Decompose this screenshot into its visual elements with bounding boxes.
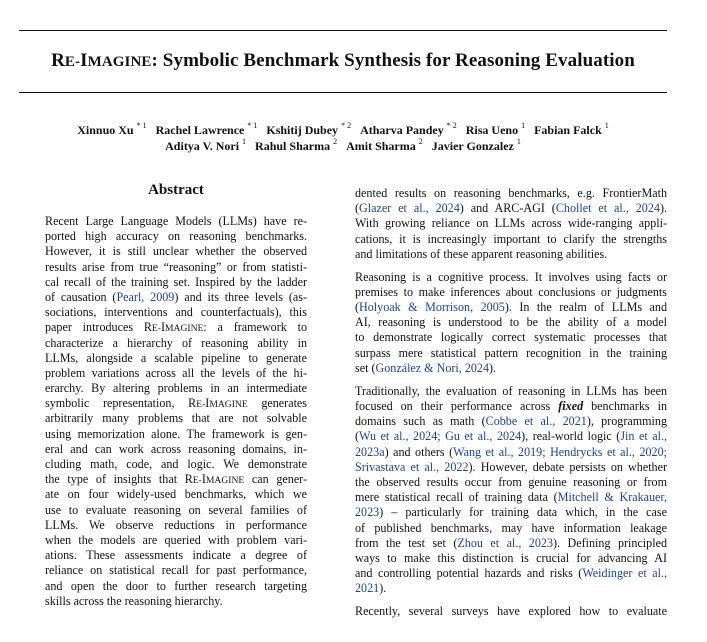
- citation-link[interactable]: 2023: [355, 505, 380, 520]
- paper-title: RE-IMAGINE: Symbolic Benchmark Synthesis for Reasoning Evaluation: [51, 50, 635, 71]
- abstract-line: symbolic representation, RE-IMAGINE generates: [45, 396, 307, 411]
- citation-link[interactable]: Srivastava et al., 2022: [355, 459, 469, 474]
- author: Atharva Pandey $^{* 2}$: [360, 121, 457, 137]
- abstract-line: However, it is still unclear whether the observed: [45, 244, 307, 259]
- citation-link[interactable]: Wu et al., 2024; Gu et al., 2024: [359, 429, 522, 444]
- abstract-line: ported high accuracy on reasoning benchmarks.: [45, 229, 307, 244]
- body-line: surpass mere statistical pattern recognition in the training: [355, 345, 667, 360]
- abstract-line: when the models are queried with problem vari-: [45, 532, 307, 547]
- abstract-line: cal recall of the training set. Inspired by the ladder: [45, 274, 307, 289]
- body-line: from the test set (Zhou et al., 2023). Defining principled: [355, 535, 667, 550]
- abstract-line: cluding math, code, and logic. We demonstrate: [45, 457, 307, 471]
- body-line: AI, reasoning is understood to be the ability of a model: [355, 315, 667, 330]
- citation-link[interactable]: González & Nori, 2024: [375, 360, 490, 375]
- abstract-line: ate on four widely-used benchmarks, which we: [45, 487, 307, 502]
- abstract-line: use to evaluate reasoning on several families of: [45, 502, 307, 517]
- author: Javier Gonzalez $^1$: [431, 137, 521, 153]
- abstract-line: using memorization alone. The framework is gen-: [45, 426, 307, 441]
- body-line: the observed results occur from genuine reasoning or from: [355, 474, 667, 489]
- body-line: and controlling potential hazards and risks (Weidinger et al.,: [355, 566, 667, 581]
- author: Kshitij Dubey $^{* 2}$: [266, 121, 352, 137]
- author-list-line-2: [19, 138, 667, 154]
- abstract-line: problem variations across all the levels of the hi-: [45, 365, 307, 380]
- body-line: set (González & Nori, 2024).: [355, 360, 497, 375]
- body-line: 2023) – particularly for training data which, in the case: [355, 505, 667, 520]
- citation-link[interactable]: Mitchell & Krakauer,: [557, 490, 667, 505]
- abstract-line: characterize a hierarchy of reasoning ability in: [45, 335, 307, 350]
- emphasis-fixed: fixed: [558, 399, 584, 414]
- abstract-line: results arise from true “reasoning” or from statisti-: [45, 259, 307, 274]
- abstract-line: ations. These assessments indicate a degree of: [45, 548, 307, 563]
- abstract-line: Recent Large Language Models (LLMs) have re-: [45, 214, 307, 228]
- citation-link[interactable]: Zhou et al., 2023: [457, 535, 553, 550]
- body-line: 2023a) and others (Wang et al., 2019; Hendrycks et al., 2020;: [355, 444, 667, 459]
- abstract-line: arbitrarily many problems that are not solvable: [45, 411, 307, 426]
- citation-link[interactable]: 2023a: [355, 444, 385, 459]
- author: Rahul Sharma $^2$: [255, 137, 338, 153]
- author: Xinnuo Xu $^{* 1}$: [77, 121, 147, 137]
- abstract-line: reliance on statistical recall for past performance,: [45, 563, 307, 578]
- author: Risa Ueno $^1$: [465, 121, 526, 137]
- introduction-body: [355, 186, 667, 619]
- author: Amit Sharma $^2$: [346, 137, 423, 153]
- citation-link[interactable]: Chollet et al., 2024: [555, 201, 660, 216]
- title-bottom-rule: [19, 92, 667, 93]
- citation-link[interactable]: Pearl, 2009: [116, 289, 175, 304]
- author: Aditya V. Nori $^1$: [165, 137, 247, 153]
- abstract-heading: Abstract: [148, 182, 204, 198]
- citation-link[interactable]: Holyoak & Morrison, 2005: [359, 300, 505, 315]
- body-line: Traditionally, the evaluation of reasoning in LLMs has been: [355, 383, 667, 398]
- citation-link[interactable]: Glazer et al., 2024: [359, 201, 460, 216]
- abstract-line: paper introduces RE-IMAGINE: a framework to: [45, 320, 307, 335]
- abstract-line: of causation (Pearl, 2009) and its three levels (as-: [45, 289, 307, 304]
- body-line: Srivastava et al., 2022). However, debate persists on whether: [355, 459, 667, 474]
- citation-link[interactable]: Wang et al., 2019; Hendrycks et al., 2020;: [453, 444, 667, 459]
- author: Rachel Lawrence $^{* 1}$: [155, 121, 258, 137]
- abstract-line: eral and can work across reasoning domains, in-: [45, 441, 307, 456]
- abstract-body: [45, 214, 307, 609]
- abstract-line: LLMs, alongside a scalable pipeline to generate: [45, 350, 307, 365]
- author-list-line-1: [19, 122, 667, 138]
- body-line: domains such as math (Cobbe et al., 2021), programming: [355, 414, 667, 429]
- body-line: ways to make this distinction is crucial for advancing AI: [355, 550, 667, 565]
- body-line: (Glazer et al., 2024) and ARC-AGI (Chollet et al., 2024).: [355, 201, 667, 216]
- body-line: mere statistical recall of training data (Mitchell & Krakauer,: [355, 490, 667, 505]
- abstract-line: and open the door to further research targeting: [45, 578, 307, 593]
- body-line: premises to make inferences about conclusions or judgments: [355, 284, 667, 299]
- body-line: dented results on reasoning benchmarks, e.g. FrontierMath: [355, 186, 667, 200]
- body-line: and limitations of these apparent reasoning abilities.: [355, 246, 608, 261]
- body-line: 2021).: [355, 581, 387, 596]
- abstract-line: erarchy. By altering problems in an intermediate: [45, 381, 307, 396]
- body-line: focused on their performance across fixed benchmarks in: [355, 399, 667, 414]
- top-rule: [19, 30, 667, 31]
- citation-link[interactable]: Weidinger et al.,: [582, 566, 667, 581]
- abstract-line: skills across the reasoning hierarchy.: [45, 593, 223, 608]
- citation-link[interactable]: Jin et al.,: [620, 429, 667, 444]
- body-line: Recently, several surveys have explored how to evaluate: [355, 604, 667, 619]
- abstract-line: sociations, interventions and counterfactuals), this: [45, 305, 307, 320]
- citation-link[interactable]: Cobbe et al., 2021: [485, 414, 587, 429]
- body-line: (Holyoak & Morrison, 2005). In the realm of LLMs and: [355, 300, 667, 315]
- abstract-line: the type of insights that RE-IMAGINE can gener-: [45, 472, 307, 487]
- body-line: cations, it is increasingly important to clarify the strengths: [355, 231, 667, 246]
- body-line: to demonstrate logically correct systematic processes that: [355, 330, 667, 345]
- body-line: With growing reliance on LLMs across wide-ranging appli-: [355, 216, 667, 231]
- abstract-line: LLMs. We observe reductions in performance: [45, 517, 307, 532]
- body-line: (Wu et al., 2024; Gu et al., 2024), real-world logic (Jin et al.,: [355, 429, 667, 444]
- body-line: of published benchmarks, may have information leakage: [355, 520, 667, 535]
- author: Fabian Falck $^1$: [534, 121, 609, 137]
- citation-link[interactable]: 2021: [355, 581, 380, 596]
- body-line: Reasoning is a cognitive process. It involves using facts or: [355, 269, 667, 284]
